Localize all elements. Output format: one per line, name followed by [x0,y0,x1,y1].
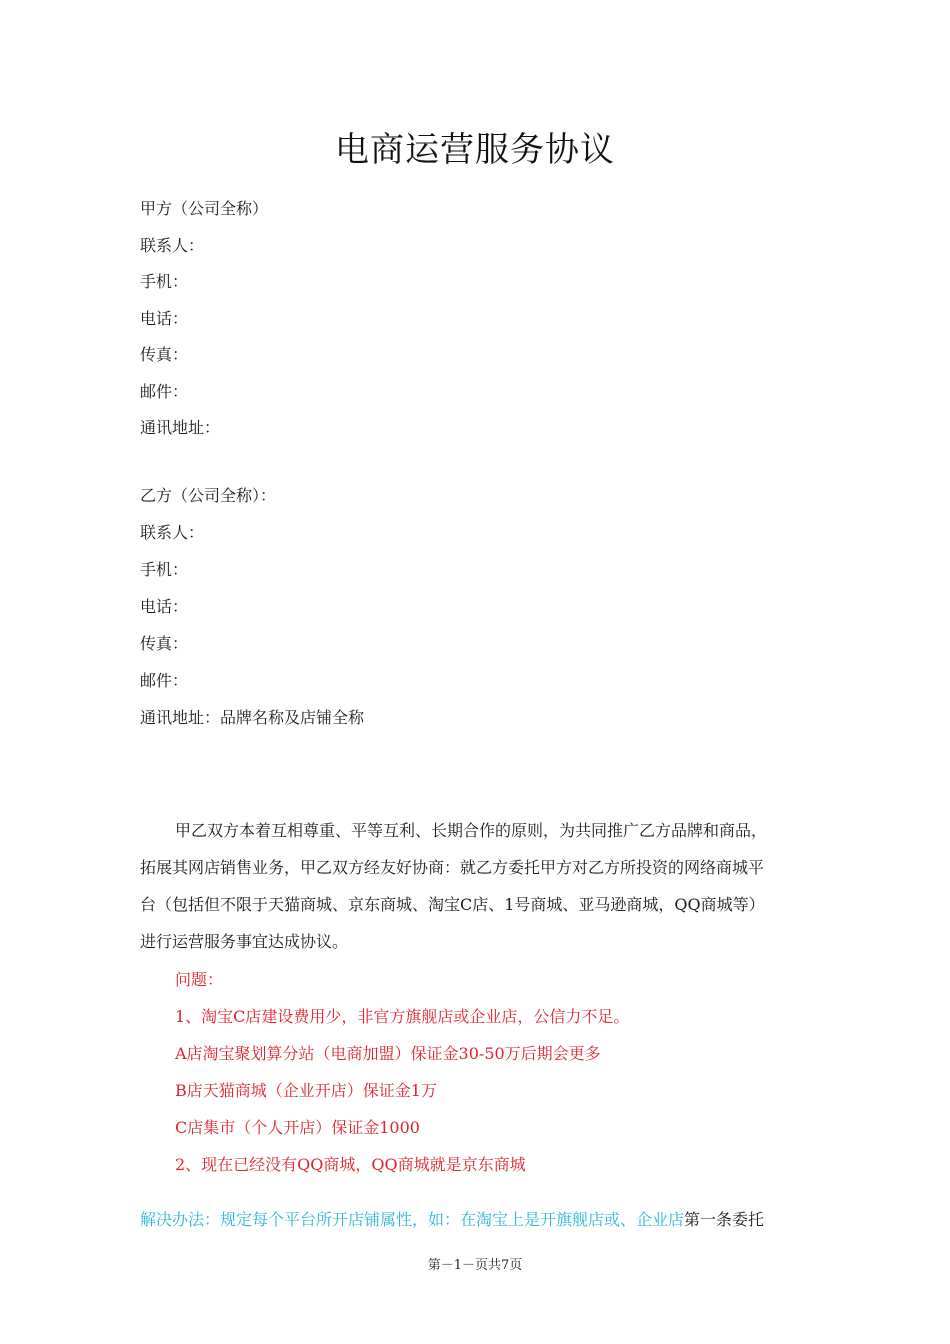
party-b-phone: 电话： [140,597,189,616]
party-b-fax: 传真： [140,634,189,653]
page-footer: 第－1－页共7页 [427,1258,523,1273]
party-a-heading: 甲方（公司全称） [140,199,269,218]
solution-line [140,1209,764,1231]
party-a-address: 通讯地址： [140,418,221,437]
notes-item-1: 1、淘宝C店建设费用少，非官方旗舰店或企业店，公信力不足。 [175,1007,630,1026]
party-b-mobile: 手机： [140,560,189,579]
party-a-email: 邮件： [140,382,189,401]
party-b-email: 邮件： [140,671,189,690]
party-a-mobile: 手机： [140,272,189,291]
notes-item-2: 2、现在已经没有QQ商城，QQ商城就是京东商城 [175,1155,526,1174]
party-a-fax: 传真： [140,345,189,364]
intro-line-3: 台（包括但不限于天猫商城、京东商城、淘宝C店、1号商城、亚马逊商城，QQ商城等） [140,895,765,914]
party-b-heading: 乙方（公司全称）： [140,486,277,505]
party-a-contact: 联系人： [140,236,205,255]
solution-tail: 第一条委托 [684,1210,765,1229]
party-a-phone: 电话： [140,309,189,328]
party-b-contact: 联系人： [140,523,205,542]
intro-line-1: 甲乙双方本着互相尊重、平等互利、长期合作的原则，为共同推广乙方品牌和商品， [175,821,768,840]
notes-item-c: C店集市（个人开店）保证金1000 [175,1118,420,1137]
intro-line-2: 拓展其网店销售业务，甲乙双方经友好协商：就乙方委托甲方对乙方所投资的网络商城平 [140,858,765,877]
solution-text: 解决办法：规定每个平台所开店铺属性，如：在淘宝上是开旗舰店或、企业店 [140,1210,685,1229]
notes-item-b: B店天猫商城（企业开店）保证金1万 [175,1081,437,1100]
party-b-address: 通讯地址：品牌名称及店铺全称 [140,708,365,727]
document-title: 电商运营服务协议 [335,130,615,170]
notes-item-a: A店淘宝聚划算分站（电商加盟）保证金30-50万后期会更多 [175,1044,601,1063]
intro-line-4: 进行运营服务事宜达成协议。 [140,932,349,951]
notes-heading: 问题： [175,970,224,989]
